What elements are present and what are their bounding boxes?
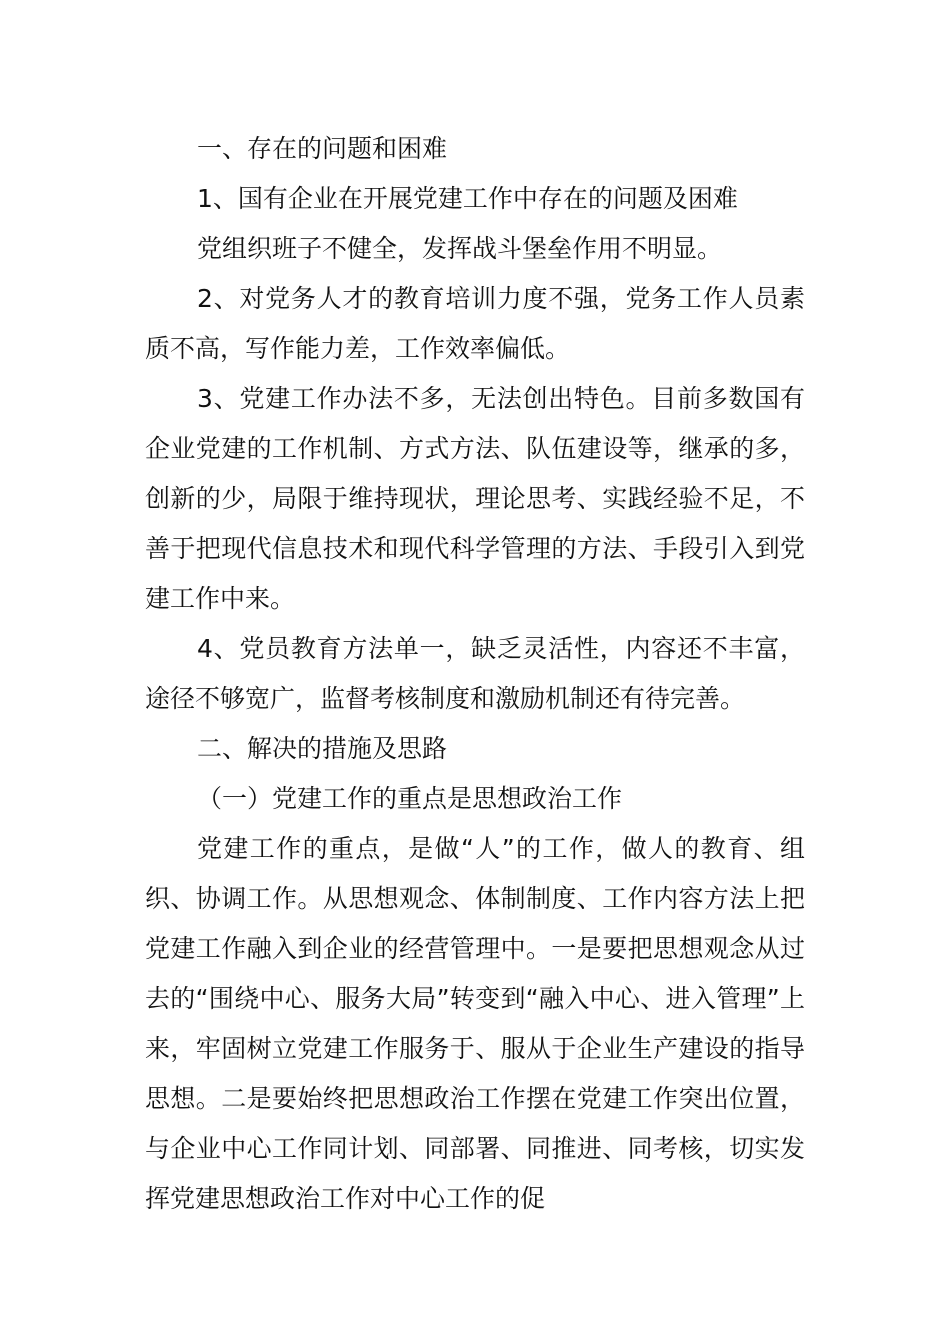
document-body <box>145 124 805 1224</box>
item-paragraph-3: 3、党建工作办法不多，无法创出特色。目前多数国有企业党建的工作机制、方式方法、队伍建设等，继承的多，创新的少，局限于维持现状，理论思考、实践经验不足，不善于把现代信息技术和现代科学管理的方法、手段引入到党建工作中来。 <box>145 384 805 613</box>
body-paragraph: 党建工作的重点，是做“人”的工作，做人的教育、组织、协调工作。从思想观念、体制制度、工作内容方法上把党建工作融入到企业的经营管理中。一是要把思想观念从过去的“围绕中心、服务大局”转变到“融入中心、进入管理”上来，牢固树立党建工作服务于、服从于企业生产建设的指导思想。二是要始终把思想政治工作摆在党建工作突出位置，与企业中心工作同计划、同部署、同推进、同考核，切实发挥党建思想政治工作对中心工作的促 <box>145 834 805 1213</box>
item-paragraph-4: 4、党员教育方法单一，缺乏灵活性，内容还不丰富，途径不够宽广，监督考核制度和激励机制还有待完善。 <box>145 634 805 713</box>
subsection-heading-1: （一）党建工作的重点是思想政治工作 <box>197 784 623 813</box>
item-heading-1: 1、国有企业在开展党建工作中存在的问题及困难 <box>197 184 738 213</box>
section-heading-measures: 二、解决的措施及思路 <box>197 734 448 763</box>
item-paragraph-2: 2、对党务人才的教育培训力度不强，党务工作人员素质不高，写作能力差，工作效率偏低。 <box>145 284 805 363</box>
body-paragraph: 党组织班子不健全，发挥战斗堡垒作用不明显。 <box>197 234 723 263</box>
section-heading-problems: 一、存在的问题和困难 <box>197 134 448 163</box>
